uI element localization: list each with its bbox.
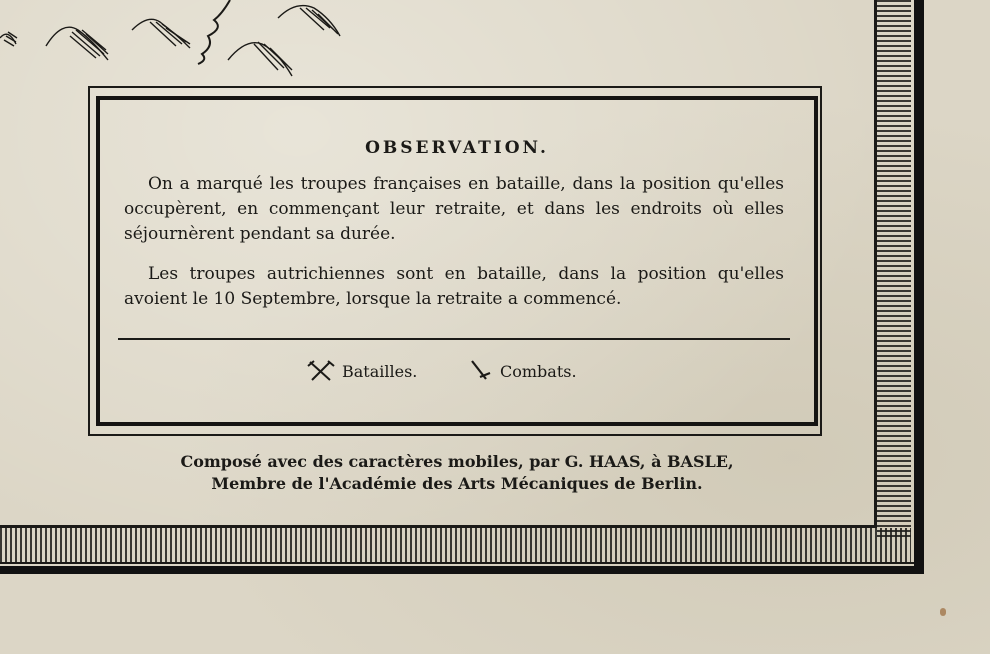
- credit-line-1: Composé avec des caractères mobiles, par G. HAAS, à BASLE,: [180, 452, 734, 471]
- map-border-line: [0, 525, 877, 528]
- legend-combats: [468, 358, 577, 384]
- credit-line-2: Membre de l'Académie des Arts Mécaniques de Berlin.: [211, 474, 703, 493]
- legend-battles: [306, 358, 417, 384]
- map-border-outer: [0, 566, 924, 574]
- map-border-outer: [914, 0, 924, 570]
- map-border-hatch-horizontal: [0, 528, 911, 562]
- observation-paragraph-2: Les troupes autrichiennes sont en bataille, dans la position qu'elles avoient le 10 Septembre, lorsque la retraite a commencé.: [124, 264, 784, 309]
- single-sword-icon: [468, 359, 494, 383]
- paper-stain: [940, 608, 946, 616]
- observation-paragraph-1: On a marqué les troupes françaises en bataille, dans la position qu'elles occupèrent, en commençant leur retraite, et dans les endroits où elles séjournèrent pendant sa durée.: [124, 174, 784, 244]
- mountain-symbols: [0, 0, 360, 80]
- observation-title: OBSERVATION.: [365, 138, 549, 158]
- legend-combats-label: Combats.: [500, 361, 577, 381]
- legend-battles-label: Batailles.: [342, 361, 418, 381]
- map-border-line: [874, 0, 877, 528]
- map-border-line: [0, 562, 914, 564]
- map-border-hatch-vertical: [877, 0, 911, 540]
- divider: [118, 338, 790, 340]
- crossed-swords-icon: [306, 360, 336, 382]
